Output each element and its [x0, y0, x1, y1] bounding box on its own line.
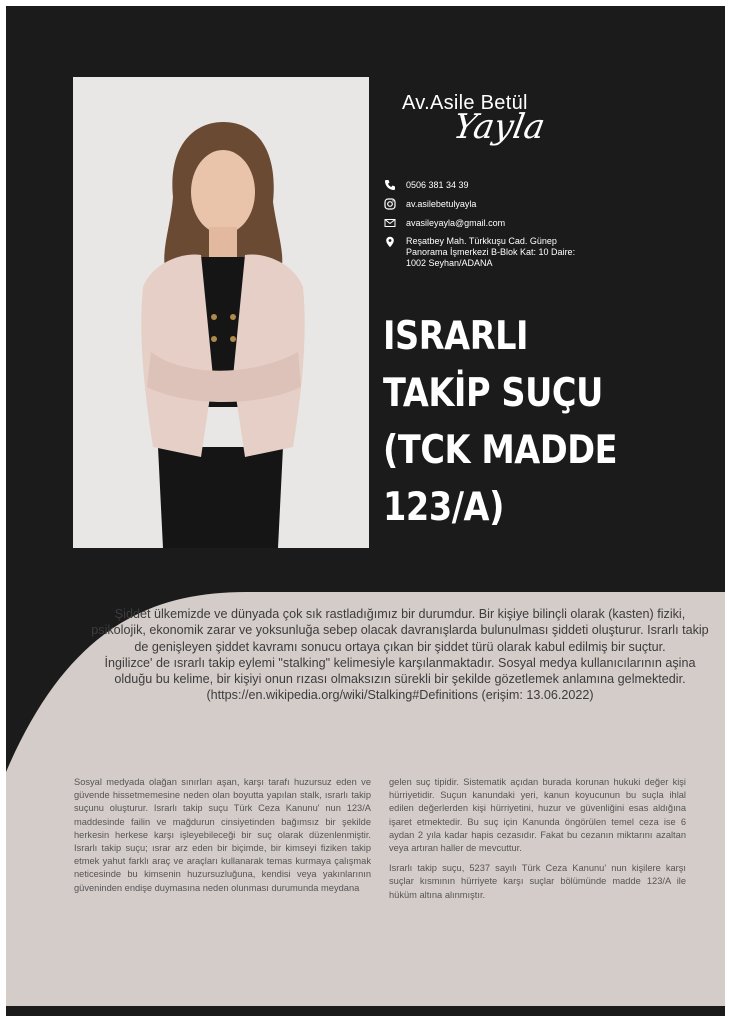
title-line-3: (TCK MADDE — [383, 428, 618, 473]
brand-name: Av.Asile Betül — [402, 92, 528, 114]
contact-email — [384, 217, 596, 229]
body-paragraph: Israrlı takip suçu, 5237 sayılı Türk Ceza Kanunu' nun kişilere karşı suçlar kısmının hürriyete karşı suçlar bölümünde madde 123/A ile hüküm altına alınmıştır. — [389, 863, 686, 900]
title-line-4: 123/A) — [383, 485, 504, 530]
body-columns — [74, 776, 714, 909]
page-title — [383, 308, 641, 536]
intro-paragraph-1: Şiddet ülkemizde ve dünyada çok sık rastladığımız bir durumdur. Bir kişiye bilinçli olarak (kasten) fiziki, psikolojik, ekonomik zarar ve yoksunluğa sebep olacak davranışlarda bulunulması şiddeti oluşturur. Israrlı takip de genişleyen şiddet kavramı sonucu ortaya çıkan bir şiddet türü olarak kabul edilmiş bir suçtur. — [91, 607, 709, 654]
brand-script-name: Yayla — [450, 107, 548, 147]
brochure-page — [6, 6, 725, 1016]
body-paragraph: gelen suç tipidir. Sistematik açıdan burada korunan hukuki değer kişi hürriyetidir. Suçun kanundaki yeri, kanun koyucunun bu suçla ihlal edilen değerlerden kişi hürriyetini, huzur ve güvenliğini esas aldığına işaret etmektedir. Bu suç için Kanunda öngörülen temel ceza ise 6 aydan 2 yıla kadar hapis cezasıdır. Fakat bu cezanın miktarını azaltan veya artıran haller de mevcuttur. — [389, 777, 686, 854]
phone-icon — [384, 179, 396, 191]
phone-text[interactable]: 0506 381 34 39 — [406, 180, 469, 190]
address-text: Reşatbey Mah. Türkkuşu Cad. Günep Panorama İşmerkezi B-Blok Kat: 10 Daire: 1002 Seyhan/ADANA — [406, 236, 576, 268]
contact-address — [384, 236, 596, 269]
instagram-icon — [384, 198, 396, 210]
body-column-left — [74, 776, 371, 909]
portrait-photo — [73, 77, 369, 548]
bottom-bar — [6, 1006, 725, 1016]
contact-phone — [384, 179, 596, 191]
intro-text — [90, 606, 710, 704]
title-line-1: ISRARLI — [383, 314, 529, 359]
body-paragraph: Sosyal medyada olağan sınırları aşan, karşı tarafı huzursuz eden ve güvende hissetmemesine neden olan boyutta yapılan stalk, ısrarlı takip suçunu oluşturur. Israrlı takip suçu Türk Ceza Kanunu' nun 123/A maddesinde failin ve mağdurun cinsiyetinden bağımsız bir şekilde herkesin herkese karşı işleyebileceği bir suç olarak düzenlenmiştir. Israrlı takip suçu; ısrar arz eden bir biçimde, bir kimseyi fiziken takip etmek yahut farklı araç ve araçları kullanarak temas kurmaya çalışmak neticesinde bu kimsenin huzursuzluğuna, kendisi veya yakınlarının güveninden endişe duymasına neden olunması durumunda meydana — [74, 777, 371, 893]
instagram-text[interactable]: av.asilebetulyayla — [406, 199, 477, 209]
location-pin-icon — [384, 236, 396, 248]
body-column-right — [389, 776, 686, 909]
intro-paragraph-2: İngilizce' de ısrarlı takip eylemi "stalking" kelimesiyle karşılanmaktadır. Sosyal medya kullanıcılarının aşina olduğu bu kelime, bir kişiyi onun rızası olmaksızın sürekli bir şekilde gözetlemek anlamına gelmektedir. (https://en.wikipedia.org/wiki/Stalking#Definitions (erişim: 13.06.2022) — [104, 655, 696, 703]
contact-instagram — [384, 198, 596, 210]
brand-logo — [402, 92, 548, 147]
contact-list — [384, 179, 596, 276]
email-text[interactable]: avasileyayla@gmail.com — [406, 218, 506, 228]
title-line-2: TAKİP SUÇU — [383, 371, 603, 416]
email-icon — [384, 217, 396, 229]
